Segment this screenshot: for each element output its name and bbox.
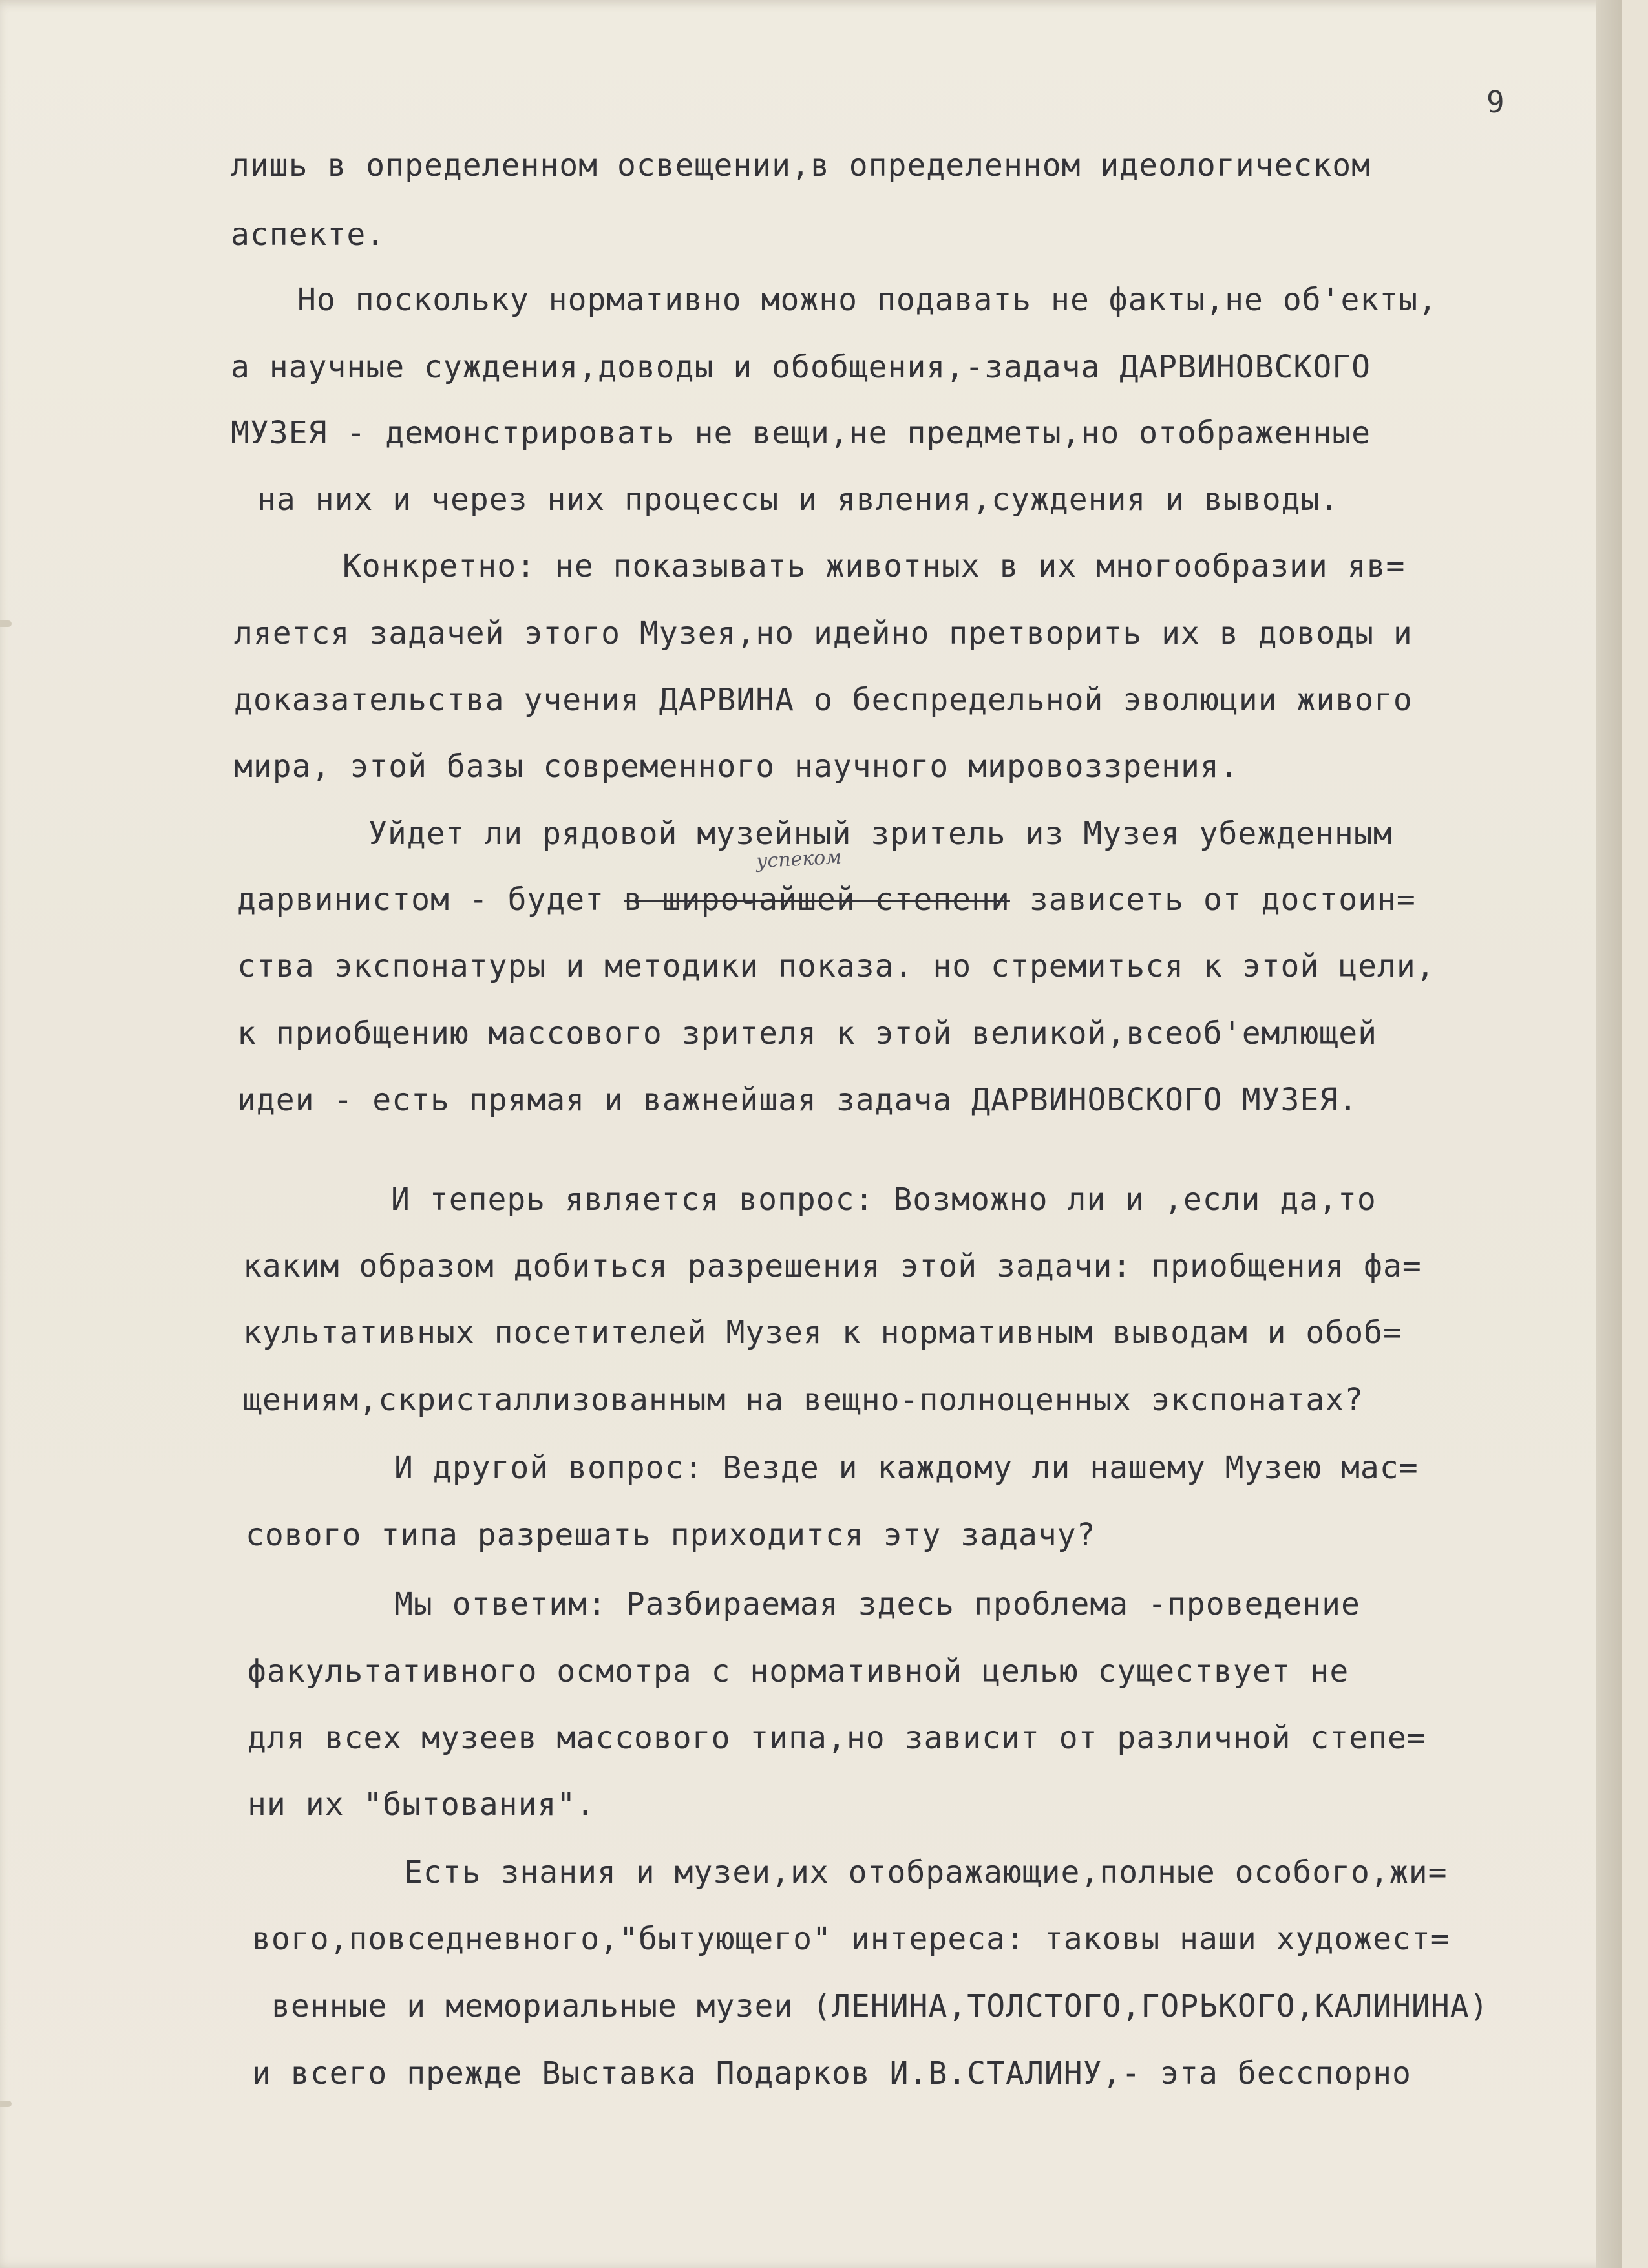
- text-line: вого,повседневного,"бытующего" интереса: таковы наши художест=: [252, 1921, 1450, 1957]
- text-line: аспекте.: [231, 217, 386, 253]
- text-line: И теперь является вопрос: Возможно ли и ,если да,то: [391, 1182, 1377, 1218]
- binding-mark: [0, 2101, 12, 2107]
- text-line: культативных посетителей Музея к нормативным выводам и обоб=: [243, 1315, 1402, 1351]
- text-line: ства экспонатуры и методики показа. но стремиться к этой цели,: [237, 948, 1435, 984]
- text-line: Уйдет ли рядовой музейный зритель из Музея убежденным: [368, 816, 1393, 852]
- text-line: [237, 880, 1416, 919]
- text-line: каким образом добиться разрешения этой задачи: приобщения фа=: [243, 1248, 1422, 1284]
- text-line: венные и мемориальные музеи (ЛЕНИНА,ТОЛСТОГО,ГОРЬКОГО,КАЛИНИНА): [271, 1988, 1489, 2024]
- handwritten-correction: успеком: [755, 845, 842, 873]
- text-line: к приобщению массового зрителя к этой великой,всеоб'емлющей: [237, 1015, 1378, 1052]
- text-line: факультативного осмотра с нормативной целью существует не: [248, 1653, 1349, 1690]
- text-line: для всех музеев массового типа,но зависит от различной степе=: [248, 1720, 1426, 1756]
- text-line: ни их "бытования".: [248, 1786, 596, 1823]
- text-line: лишь в определенном освещении,в определенном идеологическом: [231, 147, 1371, 184]
- text-line: и всего прежде Выставка Подарков И.В.СТАЛИНУ,- эта бесспорно: [252, 2055, 1411, 2092]
- text-line: И другой вопрос: Везде и каждому ли нашему Музею мас=: [394, 1450, 1419, 1486]
- text-line: на них и через них процессы и явления,суждения и выводы.: [257, 482, 1340, 518]
- binding-mark: [0, 620, 12, 627]
- text-segment: зависеть от достоин=: [1029, 882, 1416, 918]
- text-line: ляется задачей этого Музея,но идейно претворить их в доводы и: [234, 615, 1413, 652]
- text-line: а научные суждения,доводы и обобщения,-задача ДАРВИНОВСКОГО: [231, 349, 1371, 385]
- text-line: Но поскольку нормативно можно подавать не факты,не об'екты,: [297, 282, 1438, 318]
- text-line: сового типа разрешать приходится эту задачу?: [246, 1517, 1096, 1553]
- page-number: 9: [1486, 85, 1505, 120]
- text-line: Есть знания и музеи,их отображающие,полные особого,жи=: [404, 1854, 1448, 1891]
- text-line: идеи - есть прямая и важнейшая задача ДАРВИНОВСКОГО МУЗЕЯ.: [237, 1082, 1358, 1118]
- text-line: доказательства учения ДАРВИНА о беспредельной эволюции живого: [234, 682, 1413, 718]
- text-line: Конкретно: не показывать животных в их многообразии яв=: [343, 548, 1406, 584]
- text-line: МУЗЕЯ - демонстрировать не вещи,не предметы,но отображенные: [231, 415, 1371, 451]
- paper-edge: [1596, 0, 1622, 2268]
- struck-text: в широчайшей степени: [623, 882, 1010, 918]
- text-line: щениям,скристаллизованным на вещно-полноценных экспонатах?: [243, 1382, 1364, 1418]
- text-line: мира, этой базы современного научного мировоззрения.: [234, 748, 1239, 785]
- text-line: Мы ответим: Разбираемая здесь проблема -проведение: [394, 1586, 1360, 1622]
- text-segment: дарвинистом - будет: [237, 882, 605, 918]
